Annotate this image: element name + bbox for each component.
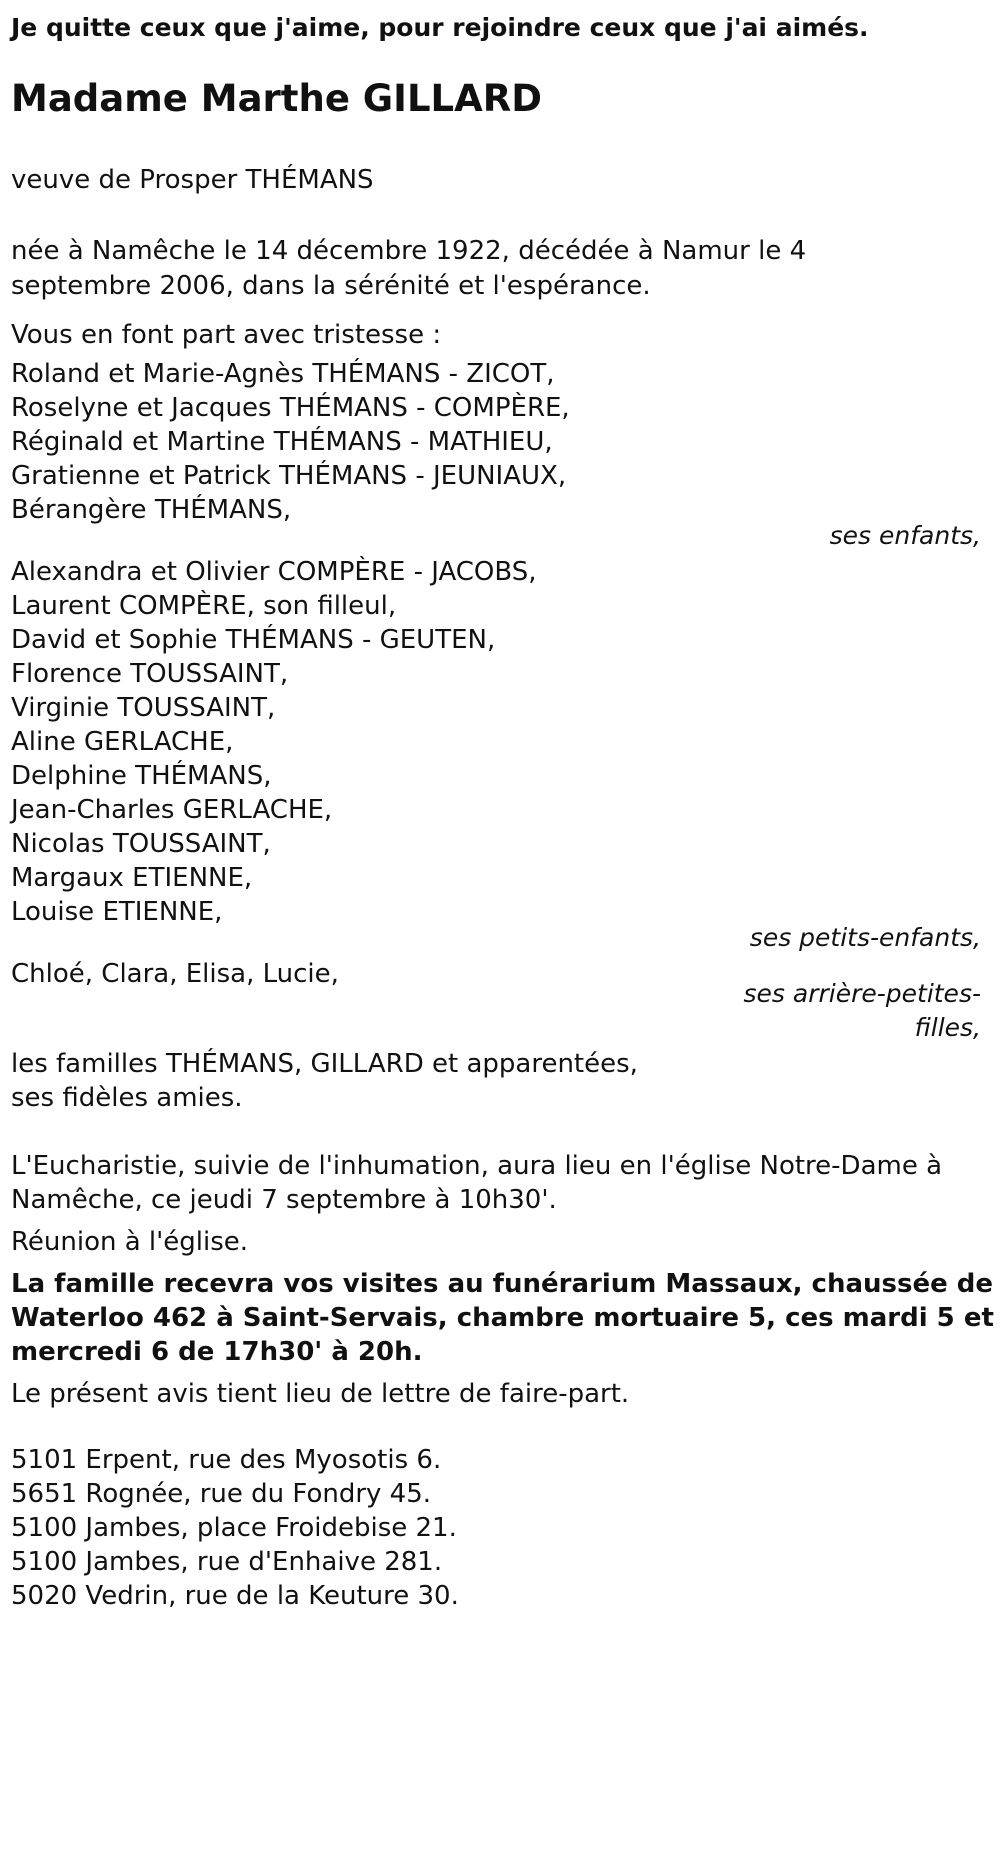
announcement-intro: Vous en font part avec tristesse : bbox=[11, 320, 442, 350]
spouse-line: veuve de Prosper THÉMANS bbox=[11, 165, 374, 195]
obituary-notice bbox=[11, 8, 994, 1613]
notice-text: Le présent avis tient lieu de lettre de faire-part. bbox=[11, 1379, 630, 1409]
meeting-text: Réunion à l'église. bbox=[11, 1227, 249, 1257]
list-item: David et Sophie THÉMANS - GEUTEN, bbox=[11, 625, 496, 655]
list-item: Gratienne et Patrick THÉMANS - JEUNIAUX, bbox=[11, 461, 567, 491]
list-item: Alexandra et Olivier COMPÈRE - JACOBS, bbox=[11, 557, 537, 587]
great-grandchildren-names: Chloé, Clara, Elisa, Lucie, bbox=[11, 959, 339, 989]
great-grandchildren-relation-label-2: filles, bbox=[914, 1013, 981, 1042]
families-list bbox=[11, 1047, 981, 1115]
birth-death-text: née à Namêche le 14 décembre 1922, décédée à Namur le 4 septembre 2006, dans la sérénité et l'espérance. bbox=[11, 236, 807, 301]
visits-text bbox=[11, 1267, 994, 1369]
address-item: 5101 Erpent, rue des Myosotis 6. bbox=[11, 1445, 442, 1475]
great-grandchildren-relation-label-1: ses arrière-petites- bbox=[743, 979, 981, 1008]
list-item: Nicolas TOUSSAINT, bbox=[11, 829, 271, 859]
list-item: Florence TOUSSAINT, bbox=[11, 659, 289, 689]
epigraph-quote: Je quitte ceux que j'aime, pour rejoindre ceux que j'ai aimés. bbox=[11, 13, 869, 42]
address-item: 5100 Jambes, place Froidebise 21. bbox=[11, 1513, 457, 1543]
list-item: Margaux ETIENNE, bbox=[11, 863, 253, 893]
deceased-name: Madame Marthe GILLARD bbox=[11, 77, 542, 120]
list-item: Jean-Charles GERLACHE, bbox=[11, 795, 333, 825]
children-list bbox=[11, 357, 981, 527]
list-item: Virginie TOUSSAINT, bbox=[11, 693, 276, 723]
visits-line: mercredi 6 de 17h30' à 20h. bbox=[11, 1337, 423, 1367]
visits-line: La famille recevra vos visites au funérarium Massaux, chaussée de bbox=[11, 1269, 994, 1299]
ceremony-line: L'Eucharistie, suivie de l'inhumation, aura lieu en l'église Notre-Dame à bbox=[11, 1151, 943, 1181]
children-relation-label: ses enfants, bbox=[829, 521, 981, 550]
addresses-list bbox=[11, 1443, 981, 1613]
list-item: Réginald et Martine THÉMANS - MATHIEU, bbox=[11, 427, 553, 457]
list-item: Laurent COMPÈRE, son filleul, bbox=[11, 591, 397, 621]
list-item: Roselyne et Jacques THÉMANS - COMPÈRE, bbox=[11, 393, 570, 423]
address-item: 5651 Rognée, rue du Fondry 45. bbox=[11, 1479, 432, 1509]
grandchildren-list bbox=[11, 555, 981, 929]
visits-line: Waterloo 462 à Saint-Servais, chambre mortuaire 5, ces mardi 5 et bbox=[11, 1303, 994, 1333]
grandchildren-relation-label: ses petits-enfants, bbox=[749, 923, 981, 952]
list-item: Delphine THÉMANS, bbox=[11, 761, 272, 791]
address-item: 5100 Jambes, rue d'Enhaive 281. bbox=[11, 1547, 443, 1577]
list-item: Aline GERLACHE, bbox=[11, 727, 234, 757]
list-item: ses fidèles amies. bbox=[11, 1083, 243, 1113]
list-item: Louise ETIENNE, bbox=[11, 897, 223, 927]
list-item: Bérangère THÉMANS, bbox=[11, 495, 292, 525]
ceremony-text bbox=[11, 1149, 981, 1217]
address-item: 5020 Vedrin, rue de la Keuture 30. bbox=[11, 1581, 459, 1611]
list-item: Roland et Marie-Agnès THÉMANS - ZICOT, bbox=[11, 359, 555, 389]
list-item: les familles THÉMANS, GILLARD et apparentées, bbox=[11, 1049, 638, 1079]
ceremony-line: Namêche, ce jeudi 7 septembre à 10h30'. bbox=[11, 1185, 557, 1215]
